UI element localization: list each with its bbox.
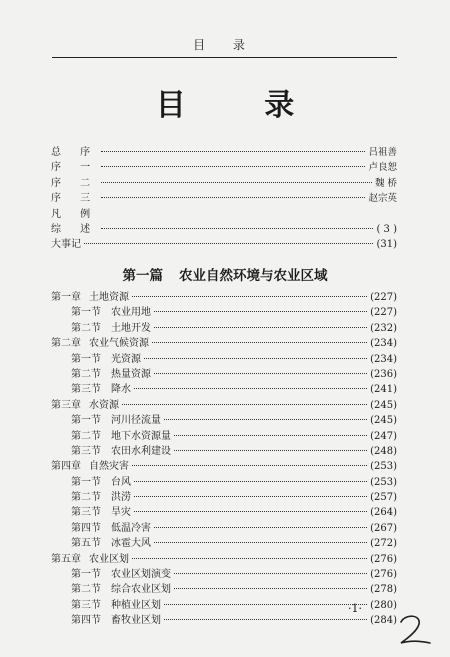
toc-entry — [51, 145, 397, 160]
entry-page: (284) — [370, 615, 397, 627]
dot-leader — [101, 151, 365, 152]
running-head: 目 录 — [193, 38, 257, 52]
entry-title: 畜牧业区划 — [111, 615, 161, 627]
dot-leader — [174, 573, 367, 574]
entry-label: 大事记 — [51, 239, 81, 251]
dot-leader — [164, 604, 367, 605]
entry-page: (276) — [370, 553, 397, 565]
entry-title: 种植业区划 — [111, 599, 161, 611]
entry-number: 第一节 — [71, 307, 101, 319]
entry-page: (236) — [370, 368, 397, 380]
entry-page: (234) — [370, 338, 397, 350]
dot-leader — [122, 404, 367, 405]
page-title: 目 录 — [155, 88, 329, 123]
entry-page: (278) — [370, 584, 397, 596]
entry-page: (257) — [370, 492, 397, 504]
section-entry — [51, 490, 397, 505]
entry-number: 第一节 — [71, 415, 101, 427]
entry-page: (253) — [370, 461, 397, 473]
dot-leader — [152, 342, 367, 343]
entry-page: (227) — [370, 292, 397, 303]
dot-leader — [134, 388, 367, 389]
entry-number: 第三节 — [71, 384, 101, 396]
entry-number: 第三节 — [71, 507, 101, 519]
dot-leader — [174, 588, 367, 589]
entry-page: (234) — [370, 353, 397, 365]
entry-number: 第四节 — [71, 522, 101, 534]
dot-leader — [154, 373, 367, 374]
entry-number: 第三节 — [71, 445, 101, 457]
entry-number: 第二章 — [51, 338, 81, 350]
dot-leader — [101, 182, 372, 183]
entry-author: 卢良恕 — [368, 162, 397, 174]
chapter-entry — [51, 336, 397, 351]
entry-page: (247) — [370, 430, 397, 442]
chapter-entry — [51, 398, 397, 413]
dot-leader — [134, 481, 367, 482]
dot-leader — [164, 619, 367, 620]
dot-leader — [132, 558, 367, 559]
part-heading — [0, 264, 450, 284]
toc-entry — [51, 176, 397, 191]
toc-entry — [51, 160, 397, 175]
entry-page: (232) — [370, 322, 397, 334]
dot-leader — [164, 419, 367, 420]
entry-title: 农田水利建设 — [111, 445, 171, 457]
entry-label: 凡 例 — [51, 208, 99, 220]
handwritten-mark — [395, 612, 435, 652]
entry-label: 综 述 — [51, 223, 99, 235]
section-entry — [51, 352, 397, 367]
entry-title: 河川径流量 — [111, 415, 161, 427]
part-number: 第一篇 — [122, 268, 163, 284]
entry-title: 土地开发 — [111, 322, 151, 334]
entry-title: 水资源 — [89, 399, 119, 411]
entry-title: 降水 — [111, 384, 131, 396]
section-entry — [51, 613, 397, 628]
dot-leader — [101, 228, 373, 229]
dot-leader — [132, 465, 367, 466]
dot-leader — [174, 450, 367, 451]
entry-title: 洪涝 — [111, 492, 131, 504]
dot-leader — [154, 542, 367, 543]
chapter-list — [51, 290, 397, 629]
section-entry — [51, 567, 397, 582]
entry-number: 第五节 — [71, 538, 101, 550]
dot-leader — [144, 358, 367, 359]
dot-leader — [154, 311, 367, 312]
entry-number: 第五章 — [51, 553, 81, 565]
section-entry — [51, 598, 397, 613]
toc-entry — [51, 237, 397, 252]
entry-number: 第二节 — [71, 368, 101, 380]
entry-title: 农业用地 — [111, 307, 151, 319]
section-entry — [51, 382, 397, 397]
entry-title: 综合农业区划 — [111, 584, 171, 596]
entry-page: (253) — [370, 476, 397, 488]
entry-page: (280) — [370, 599, 397, 611]
entry-number: 第一节 — [71, 569, 101, 581]
chapter-entry — [51, 552, 397, 567]
dot-leader — [154, 527, 367, 528]
dot-leader — [154, 327, 367, 328]
section-entry — [51, 444, 397, 459]
entry-page: (245) — [370, 399, 397, 411]
dot-leader — [84, 243, 373, 244]
entry-page: (245) — [370, 415, 397, 427]
entry-number: 第二节 — [71, 492, 101, 504]
section-entry — [51, 521, 397, 536]
entry-number: 第三章 — [51, 399, 81, 411]
entry-number: 第四章 — [51, 461, 81, 473]
entry-label: 序 一 — [51, 162, 99, 174]
entry-page: (272) — [370, 538, 397, 550]
entry-page: (31) — [376, 239, 397, 251]
entry-label: 序 二 — [51, 177, 99, 189]
entry-number: 第二节 — [71, 430, 101, 442]
entry-title: 农业气候资源 — [89, 338, 149, 350]
chapter-entry — [51, 459, 397, 474]
section-entry — [51, 367, 397, 382]
entry-title: 农业区划 — [89, 553, 129, 565]
entry-title: 地下水资源量 — [111, 430, 171, 442]
entry-title: 旱灾 — [111, 507, 131, 519]
dot-leader — [101, 166, 365, 167]
entry-title: 土地资源 — [89, 292, 129, 303]
entry-title: 自然灾害 — [89, 461, 129, 473]
entry-number: 第一节 — [71, 476, 101, 488]
section-entry — [51, 505, 397, 520]
entry-title: 冰雹大风 — [111, 538, 151, 550]
page-folio: ·1· — [348, 602, 362, 615]
entry-title: 台风 — [111, 476, 131, 488]
section-entry — [51, 536, 397, 551]
entry-title: 光资源 — [111, 353, 141, 365]
entry-page: (267) — [370, 522, 397, 534]
entry-title: 低温冷害 — [111, 522, 151, 534]
entry-number: 第四节 — [71, 615, 101, 627]
section-entry — [51, 321, 397, 336]
entry-author: 魏 桥 — [374, 177, 397, 189]
entry-number: 第三节 — [71, 599, 101, 611]
entry-author: 吕祖善 — [368, 147, 397, 158]
entry-page: (227) — [370, 307, 397, 319]
entry-author: 赵宗英 — [368, 193, 397, 205]
front-matter-list — [51, 145, 397, 253]
entry-title: 农业区划演变 — [111, 569, 171, 581]
dot-leader — [174, 435, 367, 436]
toc-entry — [51, 207, 397, 222]
dot-leader — [134, 496, 367, 497]
entry-number: 第二节 — [71, 322, 101, 334]
entry-number: 第一章 — [51, 292, 81, 303]
entry-title: 热量资源 — [111, 368, 151, 380]
entry-page: (241) — [370, 384, 397, 396]
dot-leader — [134, 511, 367, 512]
entry-page: (248) — [370, 445, 397, 457]
entry-page: (264) — [370, 507, 397, 519]
header-rule — [52, 57, 397, 58]
section-entry — [51, 413, 397, 428]
entry-page: (276) — [370, 569, 397, 581]
entry-number: 第一节 — [71, 353, 101, 365]
chapter-entry — [51, 290, 397, 305]
entry-label: 序 三 — [51, 193, 99, 205]
entry-label: 总 序 — [51, 147, 99, 158]
section-entry — [51, 582, 397, 597]
toc-entry — [51, 222, 397, 237]
toc-entry — [51, 191, 397, 206]
dot-leader — [132, 296, 367, 297]
entry-page: ( 3 ) — [376, 223, 397, 235]
section-entry — [51, 429, 397, 444]
section-entry — [51, 305, 397, 320]
part-title: 农业自然环境与农业区域 — [179, 268, 328, 284]
section-entry — [51, 475, 397, 490]
dot-leader — [101, 197, 365, 198]
entry-number: 第二节 — [71, 584, 101, 596]
